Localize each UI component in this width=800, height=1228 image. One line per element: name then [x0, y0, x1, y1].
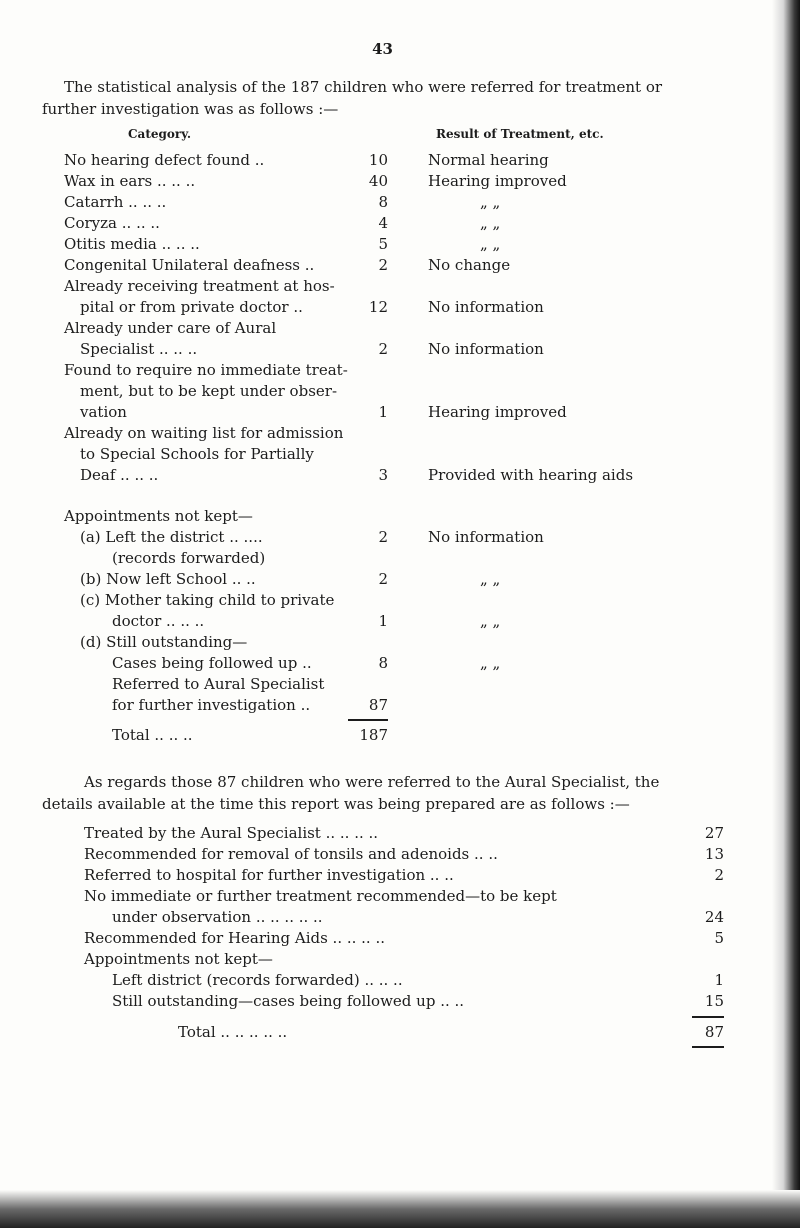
row-category: (c) Mother taking child to private	[80, 591, 335, 609]
document-page: 43 The statistical analysis of the 187 children who were referred for treatment or further investigation was as follows :— Category. Result of Treatment, etc. No hearing defect found .. 10 Normal hearing Wax in ears .. .. .. 40 Hearing improved Catarrh .. .. .. 8 „ „ Coryza .. .. .. 4 „ „ Otitis media .. .. .. 5 „ „ Congenital Unilateral deafness .. 2 No change Already receiving treatment at hos- pital or from private doctor .. 12 No information Already under care of Aural Specialist .. .. .. 2 No information Found to require no immediate treat- ment, but to be kept under obser- vation 1 Hearing improved Already on waiting list for admission to Special Schools for Partially Deaf .. .. .. 3 Provided with hearing aids Appointments not kept— (a) Left the district .. .... (records forwarded) 2 No information (b) Now left School .. .. 2 „ „ (c) Mother taking child to private doctor .. .. .. 1 „ „ (d) Still outstanding— Cases being followed up .. 8 „ „ Referred to Aural Specialist for further investigation .. 87 Total .. .. .. 187 As regards those 87 children who were referred to the Aural Specialist, the details available at the time this report was being prepared are as follows :— Treated by the Aural Specialist .. .. .. .. 27 Recommended for removal of tonsils and adenoids .. .. 13 Referred to hospital for further investigation .. .. 2 No immediate or further treatment recommended—to be kept under observation .. .. .. .. .. 24 Recommended for Hearing Aids .. .. .. .. 5 Appointments not kept— Left district (records forwarded) .. .. .. 1 Still outstanding—cases being followed up .. .. 15 Total .. .. .. .. .. 87	[0, 0, 800, 1228]
row-category-cont: Cases being followed up ..	[112, 654, 312, 672]
row-category: Coryza .. .. ..	[64, 214, 160, 232]
row-count: 2	[378, 340, 388, 358]
table-row	[0, 527, 760, 569]
total-rule	[348, 719, 388, 721]
row-category: Already under care of Aural	[64, 319, 277, 337]
list-item: Referred to hospital for further investigation .. .. 2	[84, 866, 724, 884]
row-result: No information	[428, 340, 544, 358]
row-count: 87	[368, 696, 388, 714]
list-item: under observation .. .. .. .. .. 24	[112, 908, 724, 926]
total2-rule	[692, 1016, 724, 1018]
total2-underline	[692, 1046, 724, 1048]
para-line-2: details available at the time this report was being prepared are as follows :—	[42, 795, 630, 813]
table-row	[0, 590, 760, 632]
total2-row	[64, 1022, 724, 1043]
row-category: (a) Left the district .. ....	[80, 528, 263, 546]
row-result: „ „	[480, 214, 501, 232]
list-item: Still outstanding—cases being followed up .. .. 15	[112, 992, 724, 1010]
row-count: 12	[368, 298, 388, 316]
table-row	[0, 423, 760, 486]
row-result: No information	[428, 528, 544, 546]
row-category-cont: Deaf .. .. ..	[80, 466, 159, 484]
intro-paragraph	[42, 76, 704, 120]
row-result: No information	[428, 298, 544, 316]
row-category-cont: vation	[80, 403, 127, 421]
row-category-cont: (records forwarded)	[112, 549, 266, 567]
row-count: 8	[378, 654, 388, 672]
row-result: No change	[428, 256, 511, 274]
row-category: Found to require no immediate treat-	[64, 361, 348, 379]
table-row	[0, 674, 760, 716]
row-count: 8	[378, 193, 388, 211]
scan-edge-shadow	[772, 0, 800, 1228]
row-category: Wax in ears .. .. ..	[64, 172, 196, 190]
total2-value: 87	[704, 1023, 724, 1041]
row-result: „ „	[480, 612, 501, 630]
category-header: Category.	[128, 127, 191, 141]
specialist-paragraph	[42, 771, 764, 815]
row-result: „ „	[480, 654, 501, 672]
row-category: (d) Still outstanding—	[80, 633, 248, 651]
row-category-cont: Specialist .. .. ..	[80, 340, 198, 358]
row-category-cont: doctor .. .. ..	[112, 612, 205, 630]
row-category-cont: to Special Schools for Partially	[80, 445, 314, 463]
intro-line-1: The statistical analysis of the 187 children who were referred for treatment or	[64, 78, 663, 96]
row-count: 3	[378, 466, 388, 484]
table-row	[0, 318, 760, 360]
row-result: „ „	[480, 193, 501, 211]
table-row	[0, 276, 760, 318]
row-count: 1	[378, 612, 388, 630]
row-count: 2	[378, 256, 388, 274]
row-count: 2	[378, 570, 388, 588]
row-result: Normal hearing	[428, 151, 549, 169]
list-item: Appointments not kept—	[84, 950, 273, 968]
list-item: Treated by the Aural Specialist .. .. .. .. 27	[84, 824, 724, 842]
row-category: No hearing defect found ..	[64, 151, 265, 169]
row-category-cont: ment, but to be kept under obser-	[80, 382, 338, 400]
total2-label: Total .. .. .. .. ..	[178, 1023, 288, 1041]
intro-line-2: further investigation was as follows :—	[42, 100, 339, 118]
scan-bottom-shadow	[0, 1190, 800, 1228]
row-result: „ „	[480, 570, 501, 588]
page-number: 43	[372, 40, 393, 58]
row-result: Hearing improved	[428, 172, 567, 190]
result-header: Result of Treatment, etc.	[436, 127, 604, 141]
row-count: 10	[368, 151, 388, 169]
list-item: Recommended for Hearing Aids .. .. .. .. 5	[84, 929, 724, 947]
row-result: „ „	[480, 235, 501, 253]
row-category: Referred to Aural Specialist	[112, 675, 325, 693]
table-row	[0, 360, 760, 423]
row-count: 40	[368, 172, 388, 190]
list-item: Recommended for removal of tonsils and adenoids .. .. 13	[84, 845, 724, 863]
table-row	[0, 632, 760, 674]
list-item: No immediate or further treatment recommended—to be kept	[84, 887, 557, 905]
row-category-cont: for further investigation ..	[112, 696, 311, 714]
total-label: Total .. .. ..	[112, 726, 193, 744]
total-value: 187	[359, 726, 388, 744]
row-category: Otitis media .. .. ..	[64, 235, 200, 253]
row-result: Provided with hearing aids	[428, 466, 634, 484]
row-count: 1	[378, 403, 388, 421]
row-category-cont: pital or from private doctor ..	[80, 298, 303, 316]
row-category: Catarrh .. .. ..	[64, 193, 167, 211]
row-count: 5	[378, 235, 388, 253]
row-category: (b) Now left School .. ..	[80, 570, 256, 588]
list-item: Left district (records forwarded) .. .. .. 1	[112, 971, 724, 989]
row-count: 2	[378, 528, 388, 546]
row-category: Already on waiting list for admission	[64, 424, 344, 442]
para-line-1: As regards those 87 children who were referred to the Aural Specialist, the	[84, 773, 660, 791]
row-category: Already receiving treatment at hos-	[64, 277, 335, 295]
row-count: 4	[378, 214, 388, 232]
row-category: Congenital Unilateral deafness ..	[64, 256, 315, 274]
row-result: Hearing improved	[428, 403, 567, 421]
